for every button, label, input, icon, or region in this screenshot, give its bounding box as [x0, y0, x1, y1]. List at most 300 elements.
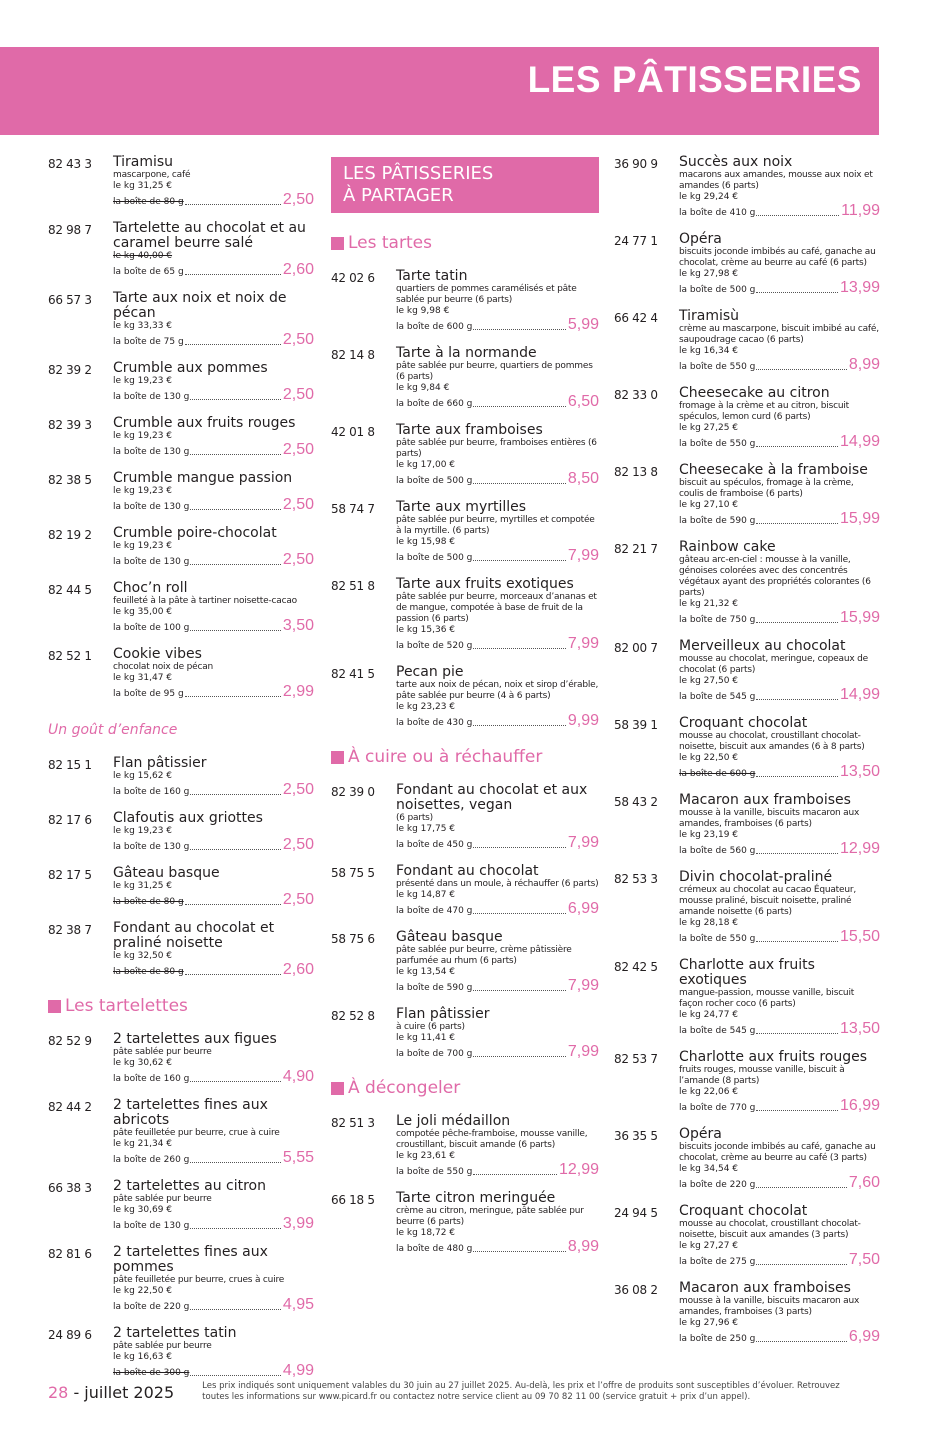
product-name: Tarte citron meringuée — [396, 1190, 556, 1206]
product-name: Cookie vibes — [113, 646, 202, 662]
price-per-kg: le kg 30,62 € — [113, 1058, 173, 1068]
product-body — [679, 1127, 880, 1191]
box-line — [113, 497, 314, 513]
product-name: Tarte aux framboises — [396, 422, 543, 438]
page-date: - juillet 2025 — [68, 1382, 175, 1402]
product-body — [679, 639, 880, 703]
product-code: 82 19 2 — [48, 528, 92, 542]
product-price: 7,99 — [567, 1043, 599, 1060]
product-price: 15,99 — [839, 609, 880, 626]
product-name: Merveilleux au chocolat — [679, 638, 846, 654]
box-line — [679, 1252, 880, 1268]
product-body — [113, 756, 314, 798]
product-item — [48, 1245, 314, 1313]
box-line — [396, 636, 599, 652]
product-price: 15,50 — [839, 928, 880, 945]
product-item — [331, 930, 599, 994]
page-number — [48, 1383, 174, 1402]
box-line — [113, 332, 314, 348]
product-code: 82 51 3 — [331, 1116, 375, 1130]
box-line — [396, 978, 599, 994]
box-weight: la boîte de 75 g — [113, 337, 184, 347]
product-code: 82 00 7 — [614, 641, 658, 655]
price-per-kg: le kg 16,63 € — [113, 1352, 173, 1362]
price-per-kg: le kg 19,23 € — [113, 826, 173, 836]
product-code: 82 52 8 — [331, 1009, 375, 1023]
box-weight: la boîte de 450 g — [396, 840, 473, 850]
product-price: 2,50 — [282, 551, 314, 568]
product-body — [679, 793, 880, 857]
product-description: biscuits joconde imbibés au café, ganache au chocolat, crème au beurre au café (6 parts) — [679, 247, 876, 268]
product-name: Tarte tatin — [396, 268, 468, 284]
box-weight: la boîte de 480 g — [396, 1244, 473, 1254]
box-line — [113, 962, 314, 978]
price-per-kg: le kg 21,32 € — [679, 599, 739, 609]
product-price: 6,99 — [848, 1328, 880, 1345]
product-description: crème au citron, meringue, pâte sablée pur beurre (6 parts) — [396, 1206, 584, 1227]
product-description: gâteau arc-en-ciel : mousse à la vanille, génoises colorées avec des concentrés végétaux ayant des propriétés colorantes (6 parts) — [679, 555, 871, 598]
product-code: 82 39 2 — [48, 363, 92, 377]
price-per-kg: le kg 30,69 € — [113, 1205, 173, 1215]
box-weight: la boîte de 500 g — [679, 285, 756, 295]
product-item — [614, 1281, 880, 1345]
product-code: 66 42 4 — [614, 311, 658, 325]
product-name: Gâteau basque — [113, 865, 220, 881]
box-line — [113, 1297, 314, 1313]
product-price: 5,55 — [282, 1149, 314, 1166]
price-per-kg: le kg 40,00 € — [113, 251, 173, 261]
column-right — [614, 155, 880, 1358]
product-name: Rainbow cake — [679, 539, 776, 555]
price-per-kg: le kg 35,00 € — [113, 607, 173, 617]
price-per-kg: le kg 15,36 € — [396, 625, 456, 635]
product-item — [48, 1032, 314, 1085]
box-line — [679, 1329, 880, 1345]
box-line — [113, 1150, 314, 1166]
square-bullet-icon — [331, 751, 344, 764]
box-weight: la boîte de 275 g — [679, 1257, 756, 1267]
leader-dots — [185, 904, 281, 905]
product-code: 66 57 3 — [48, 293, 92, 307]
product-code: 82 52 9 — [48, 1034, 92, 1048]
product-name: Macaron aux framboises — [679, 1280, 851, 1296]
product-item — [614, 1050, 880, 1114]
product-item — [48, 526, 314, 568]
column-middle — [331, 155, 599, 1268]
leader-dots — [190, 849, 280, 850]
product-body — [113, 416, 314, 458]
product-body — [396, 346, 599, 410]
price-per-kg: le kg 33,33 € — [113, 321, 173, 331]
leader-dots — [473, 1056, 565, 1057]
product-code: 82 39 0 — [331, 785, 375, 799]
product-description: macarons aux amandes, mousse aux noix et amandes (6 parts) — [679, 170, 873, 191]
box-weight: la boîte de 160 g — [113, 787, 190, 797]
product-name: Succès aux noix — [679, 154, 793, 170]
product-body — [113, 221, 314, 278]
product-price: 2,60 — [282, 961, 314, 978]
product-item — [48, 155, 314, 208]
box-line — [679, 203, 880, 219]
box-weight: la boîte de 95 g — [113, 689, 184, 699]
product-price: 2,50 — [282, 441, 314, 458]
page-number-value: 28 — [48, 1382, 69, 1402]
product-code: 82 41 5 — [331, 667, 375, 681]
product-description: mousse au chocolat, meringue, copeaux de chocolat (6 parts) — [679, 654, 868, 675]
price-per-kg: le kg 9,84 € — [396, 383, 450, 393]
section-heading — [331, 233, 599, 253]
product-body — [113, 361, 314, 403]
product-code: 24 77 1 — [614, 234, 658, 248]
product-body — [679, 1050, 880, 1114]
product-name: Gâteau basque — [396, 929, 503, 945]
box-line — [679, 511, 880, 527]
product-body — [113, 1326, 314, 1379]
product-price: 6,99 — [567, 900, 599, 917]
section-title: À décongeler — [348, 1078, 461, 1098]
product-name: Divin chocolat-praliné — [679, 869, 833, 885]
box-line — [679, 1021, 880, 1037]
leader-dots — [473, 725, 565, 726]
box-line — [396, 1239, 599, 1255]
leader-dots — [190, 1375, 280, 1376]
price-per-kg: le kg 32,50 € — [113, 951, 173, 961]
footer-note: Les prix indiqués sont uniquement valables du 30 juin au 27 juillet 2025. Au-delà, les prix et l’offre de produits sont susceptibles d’évoluer. Retrouvez toutes les informations sur www.picard.fr ou contactez notre service client au 09 70 82 11 00 (service gratuit + prix d’un appel). — [202, 1381, 840, 1402]
box-weight: la boîte de 500 g — [396, 476, 473, 486]
product-item — [614, 870, 880, 945]
box-line — [396, 713, 599, 729]
product-item — [48, 581, 314, 634]
product-item — [48, 361, 314, 403]
product-item — [48, 1326, 314, 1379]
product-description: pâte sablée pur beurre — [113, 1194, 212, 1204]
box-weight: la boîte de 130 g — [113, 447, 190, 457]
product-item — [48, 921, 314, 978]
product-code: 82 15 1 — [48, 758, 92, 772]
product-code: 82 21 7 — [614, 542, 658, 556]
product-price: 2,50 — [282, 191, 314, 208]
product-description: feuilleté à la pâte à tartiner noisette-cacao — [113, 596, 297, 606]
product-body — [113, 647, 314, 700]
price-per-kg: le kg 23,19 € — [679, 830, 739, 840]
leader-dots — [756, 853, 838, 854]
product-body — [113, 471, 314, 513]
product-code: 82 53 3 — [614, 872, 658, 886]
leader-dots — [190, 509, 280, 510]
product-price: 4,99 — [282, 1362, 314, 1379]
product-code: 82 17 5 — [48, 868, 92, 882]
section-heading — [331, 747, 599, 767]
product-body — [113, 1179, 314, 1232]
price-per-kg: le kg 23,61 € — [396, 1151, 456, 1161]
product-body — [113, 811, 314, 853]
box-line — [396, 548, 599, 564]
box-line — [113, 1069, 314, 1085]
product-item — [48, 1098, 314, 1166]
box-weight: la boîte de 220 g — [113, 1302, 190, 1312]
product-code: 82 51 8 — [331, 579, 375, 593]
product-body — [396, 1191, 599, 1255]
product-price: 8,50 — [567, 470, 599, 487]
product-item — [614, 463, 880, 527]
product-name: Choc’n roll — [113, 580, 188, 596]
price-per-kg: le kg 27,96 € — [679, 1318, 739, 1328]
square-bullet-icon — [48, 1000, 61, 1013]
product-body — [113, 921, 314, 978]
leader-dots — [756, 1110, 838, 1111]
box-weight: la boîte de 600 g — [679, 769, 756, 779]
box-weight: la boîte de 560 g — [679, 846, 756, 856]
leader-dots — [756, 1264, 846, 1265]
product-item — [48, 221, 314, 278]
product-code: 82 98 7 — [48, 223, 92, 237]
product-item — [331, 783, 599, 851]
price-per-kg: le kg 22,50 € — [679, 753, 739, 763]
leader-dots — [473, 990, 565, 991]
product-item — [48, 1179, 314, 1232]
product-item — [614, 1204, 880, 1268]
square-bullet-icon — [331, 237, 344, 250]
share-banner — [331, 157, 599, 213]
box-line — [113, 552, 314, 568]
box-line — [396, 901, 599, 917]
leader-dots — [756, 215, 839, 216]
leader-dots — [190, 564, 280, 565]
product-price: 5,99 — [567, 316, 599, 333]
product-name: Croquant chocolat — [679, 1203, 808, 1219]
product-body — [396, 930, 599, 994]
product-description: pâte sablée pur beurre, framboises entières (6 parts) — [396, 438, 597, 459]
product-price: 2,99 — [282, 683, 314, 700]
product-name: Cheesecake au citron — [679, 385, 830, 401]
product-price: 7,60 — [848, 1174, 880, 1191]
box-weight: la boîte de 100 g — [113, 623, 190, 633]
title-banner — [0, 47, 879, 135]
product-item — [48, 291, 314, 348]
product-description: pâte sablée pur beurre — [113, 1047, 212, 1057]
product-code: 42 01 8 — [331, 425, 375, 439]
box-weight: la boîte de 545 g — [679, 1026, 756, 1036]
leader-dots — [190, 630, 280, 631]
leader-dots — [756, 1187, 846, 1188]
product-list — [48, 155, 314, 700]
price-per-kg: le kg 27,27 € — [679, 1241, 739, 1251]
product-body — [679, 463, 880, 527]
product-description: tarte aux noix de pécan, noix et sirop d’érable, pâte sablée pur beurre (4 à 6 parts) — [396, 680, 599, 701]
box-weight: la boîte de 600 g — [396, 322, 473, 332]
price-per-kg: le kg 31,25 € — [113, 881, 173, 891]
price-per-kg: le kg 29,24 € — [679, 192, 739, 202]
product-price: 4,90 — [282, 1068, 314, 1085]
product-code: 58 43 2 — [614, 795, 658, 809]
product-price: 3,99 — [282, 1215, 314, 1232]
price-per-kg: le kg 34,54 € — [679, 1164, 739, 1174]
box-line — [679, 610, 880, 626]
product-code: 58 75 5 — [331, 866, 375, 880]
product-price: 13,50 — [839, 763, 880, 780]
box-weight: la boîte de 160 g — [113, 1074, 190, 1084]
section-heading — [48, 996, 314, 1016]
section-title: À cuire ou à réchauffer — [348, 747, 543, 767]
box-weight: la boîte de 80 g — [113, 197, 184, 207]
leader-dots — [473, 483, 565, 484]
leader-dots — [190, 1309, 280, 1310]
product-item — [331, 500, 599, 564]
product-code: 24 89 6 — [48, 1328, 92, 1342]
share-title: LES PÂTISSERIES À PARTAGER — [343, 163, 494, 206]
leader-dots — [185, 274, 281, 275]
product-price: 2,50 — [282, 331, 314, 348]
product-description: présenté dans un moule, à réchauffer (6 parts) — [396, 879, 599, 889]
product-list — [331, 1114, 599, 1255]
box-line — [396, 1044, 599, 1060]
product-name: Fondant au chocolat — [396, 863, 539, 879]
box-weight: la boîte de 80 g — [113, 897, 184, 907]
product-name: Tartelette au chocolat et au caramel beurre salé — [113, 220, 306, 251]
leader-dots — [756, 622, 838, 623]
price-per-kg: le kg 27,10 € — [679, 500, 739, 510]
product-code: 82 53 7 — [614, 1052, 658, 1066]
product-description: pâte sablée pur beurre, morceaux d’ananas et de mangue, compotée à base de fruit de la passion (6 parts) — [396, 592, 597, 624]
product-item — [614, 232, 880, 296]
leader-dots — [756, 369, 846, 370]
product-description: pâte sablée pur beurre, myrtilles et compotée à la myrtille. (6 parts) — [396, 515, 595, 536]
product-body — [396, 577, 599, 652]
price-per-kg: le kg 9,98 € — [396, 306, 450, 316]
subheading: Un goût d’enfance — [48, 722, 178, 738]
product-item — [331, 423, 599, 487]
product-name: Tarte à la normande — [396, 345, 537, 361]
box-weight: la boîte de 590 g — [396, 983, 473, 993]
product-code: 82 42 5 — [614, 960, 658, 974]
product-code: 82 38 5 — [48, 473, 92, 487]
product-code: 82 38 7 — [48, 923, 92, 937]
product-code: 82 14 8 — [331, 348, 375, 362]
product-name: 2 tartelettes tatin — [113, 1325, 237, 1341]
product-item — [48, 416, 314, 458]
box-weight: la boîte de 520 g — [396, 641, 473, 651]
price-per-kg: le kg 11,41 € — [396, 1033, 456, 1043]
product-body — [113, 866, 314, 908]
product-name: Crumble aux fruits rouges — [113, 415, 296, 431]
product-price: 2,50 — [282, 891, 314, 908]
product-body — [396, 1114, 599, 1178]
product-name: Macaron aux framboises — [679, 792, 851, 808]
product-name: 2 tartelettes fines aux abricots — [113, 1097, 268, 1128]
box-line — [396, 835, 599, 851]
product-item — [614, 155, 880, 219]
product-code: 36 08 2 — [614, 1283, 658, 1297]
product-name: 2 tartelettes aux figues — [113, 1031, 277, 1047]
product-body — [679, 958, 880, 1037]
price-per-kg: le kg 18,72 € — [396, 1228, 456, 1238]
product-item — [331, 1114, 599, 1178]
product-price: 13,99 — [839, 279, 880, 296]
box-line — [396, 1162, 599, 1178]
box-line — [113, 1363, 314, 1379]
product-name: Cheesecake à la framboise — [679, 462, 868, 478]
product-body — [679, 309, 880, 373]
product-description: mousse à la vanille, biscuits macaron aux amandes, framboises (3 parts) — [679, 1296, 860, 1317]
product-name: Fondant au chocolat et praliné noisette — [113, 920, 275, 951]
product-price: 7,50 — [848, 1251, 880, 1268]
box-weight: la boîte de 750 g — [679, 615, 756, 625]
product-code: 58 74 7 — [331, 502, 375, 516]
price-per-kg: le kg 21,34 € — [113, 1139, 173, 1149]
box-line — [396, 394, 599, 410]
product-price: 2,50 — [282, 836, 314, 853]
product-name: Charlotte aux fruits exotiques — [679, 957, 815, 988]
box-weight: la boîte de 80 g — [113, 967, 184, 977]
product-name: Clafoutis aux griottes — [113, 810, 263, 826]
product-description: biscuits joconde imbibés au café, ganache au chocolat, crème au beurre au café (3 parts) — [679, 1142, 876, 1163]
box-weight: la boîte de 130 g — [113, 842, 190, 852]
product-list — [331, 269, 599, 729]
product-price: 7,99 — [567, 547, 599, 564]
leader-dots — [473, 329, 565, 330]
box-weight: la boîte de 130 g — [113, 502, 190, 512]
product-body — [113, 526, 314, 568]
product-list — [331, 783, 599, 1060]
leader-dots — [756, 776, 838, 777]
product-body — [396, 864, 599, 917]
product-item — [48, 811, 314, 853]
price-per-kg: le kg 27,25 € — [679, 423, 739, 433]
price-per-kg: le kg 15,62 € — [113, 771, 173, 781]
product-item — [331, 1007, 599, 1060]
product-item — [331, 1191, 599, 1255]
product-price: 2,50 — [282, 386, 314, 403]
leader-dots — [756, 699, 838, 700]
product-name: Crumble mangue passion — [113, 470, 293, 486]
product-body — [679, 155, 880, 219]
box-weight: la boîte de 220 g — [679, 1180, 756, 1190]
box-weight: la boîte de 770 g — [679, 1103, 756, 1113]
product-item — [331, 577, 599, 652]
product-code: 66 18 5 — [331, 1193, 375, 1207]
product-body — [679, 1204, 880, 1268]
leader-dots — [185, 974, 281, 975]
leader-dots — [756, 941, 838, 942]
leader-dots — [190, 399, 280, 400]
product-price: 9,99 — [567, 712, 599, 729]
section-title: Les tartes — [348, 233, 432, 253]
product-item — [331, 864, 599, 917]
box-weight: la boîte de 130 g — [113, 557, 190, 567]
leader-dots — [756, 523, 838, 524]
product-description: mousse à la vanille, biscuits macaron aux amandes, framboises (6 parts) — [679, 808, 860, 829]
product-description: pâte sablée pur beurre, quartiers de pommes (6 parts) — [396, 361, 593, 382]
box-line — [113, 892, 314, 908]
price-per-kg: le kg 16,34 € — [679, 346, 739, 356]
price-per-kg: le kg 17,00 € — [396, 460, 456, 470]
product-name: Crumble aux pommes — [113, 360, 268, 376]
price-per-kg: le kg 22,06 € — [679, 1087, 739, 1097]
product-body — [113, 581, 314, 634]
product-price: 6,50 — [567, 393, 599, 410]
section-title: Les tartelettes — [65, 996, 188, 1016]
product-description: crème au mascarpone, biscuit imbibé au café, saupoudrage cacao (6 parts) — [679, 324, 879, 345]
product-list — [48, 756, 314, 978]
product-item — [48, 647, 314, 700]
product-price: 11,99 — [841, 202, 880, 219]
price-per-kg: le kg 17,75 € — [396, 824, 456, 834]
product-price: 3,50 — [282, 617, 314, 634]
box-line — [113, 262, 314, 278]
section-heading — [331, 1078, 599, 1098]
product-code: 82 33 0 — [614, 388, 658, 402]
box-weight: la boîte de 410 g — [679, 208, 756, 218]
